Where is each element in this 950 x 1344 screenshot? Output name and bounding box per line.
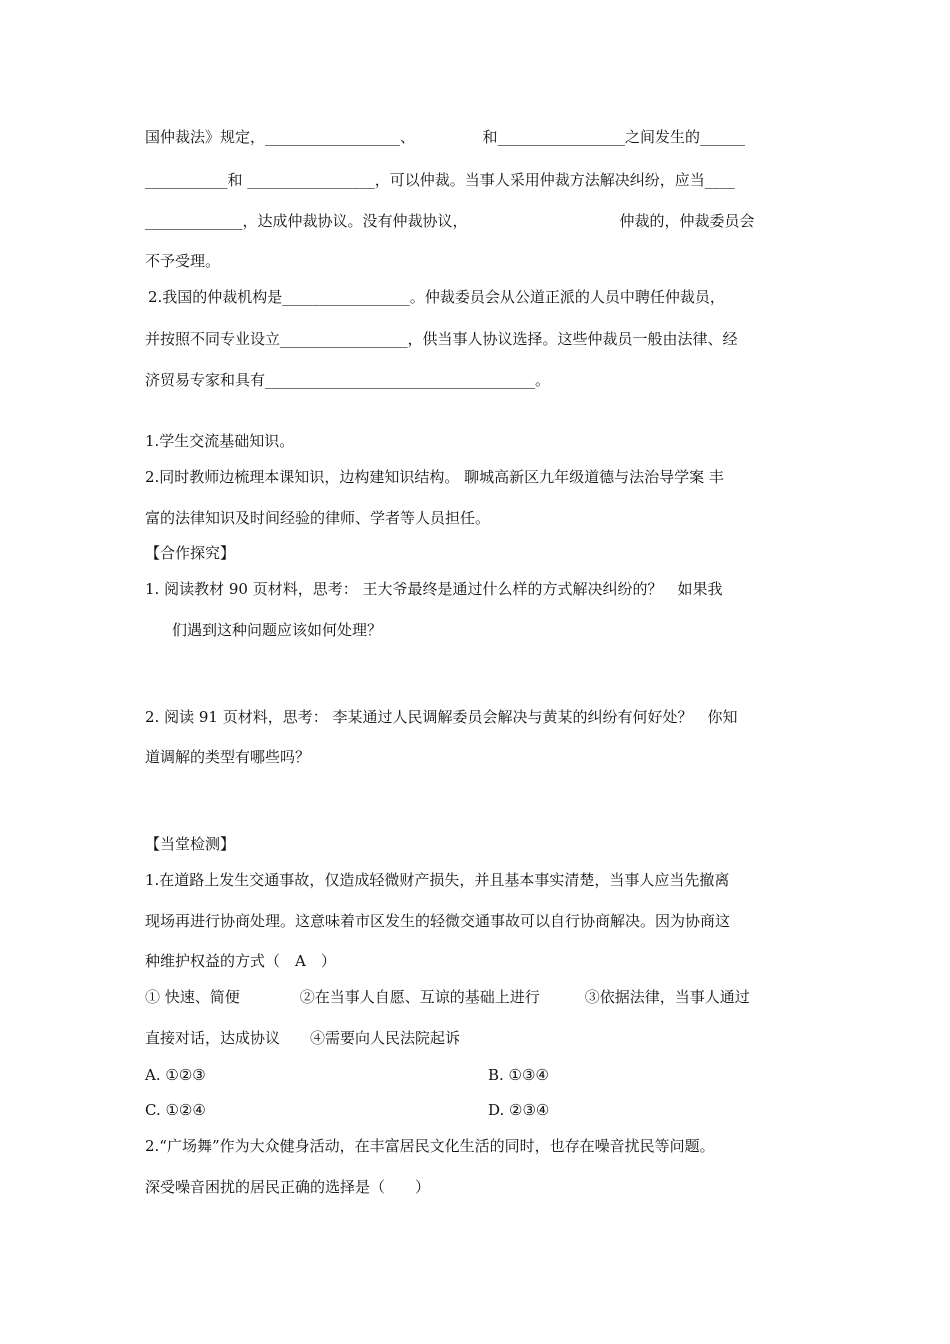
choice-b: B. ①③④ bbox=[488, 1066, 549, 1084]
cooperative-question-1-line-2: 们遇到这种问题应该如何处理？ bbox=[172, 621, 383, 639]
section-heading-cooperative: 【合作探究】 bbox=[145, 544, 236, 562]
test-question-1-choices-row-1 bbox=[145, 1065, 810, 1085]
fill-in-line-7: 济贸易专家和具有____________________________________。 bbox=[145, 371, 551, 389]
fill-in-line-3 bbox=[145, 211, 810, 231]
fill-in-line-4: 不予受理。 bbox=[145, 252, 221, 270]
test-question-2-line-2: 深受噪音困扰的居民正确的选择是（ ） bbox=[145, 1178, 431, 1196]
fill-in-line-3-right: 仲裁的，仲裁委员会 bbox=[619, 212, 755, 230]
fill-in-line-3-left: _____________，达成仲裁协议。没有仲裁协议， bbox=[145, 212, 468, 230]
fill-in-line-1: 国仲裁法》规定，__________________、 和_________________之间发生的______ bbox=[145, 128, 746, 146]
choice-c: C. ①②④ bbox=[145, 1101, 206, 1119]
test-question-1-line-3: 种维护权益的方式（ A ） bbox=[145, 952, 336, 970]
test-question-2-line-1: 2.“广场舞”作为大众健身活动，在丰富居民文化生活的同时，也存在噪音扰民等问题。 bbox=[145, 1137, 715, 1155]
note-2: 2.同时教师边梳理本课知识，边构建知识结构。 聊城高新区九年级道德与法治导学案 丰 bbox=[145, 468, 724, 486]
test-question-1-line-1: 1.在道路上发生交通事故，仅造成轻微财产损失，并且基本事实清楚，当事人应当先撤离 bbox=[145, 871, 730, 889]
test-question-1-choices-row-2 bbox=[145, 1100, 810, 1120]
fill-in-line-5: 2.我国的仲裁机构是_________________。仲裁委员会从公道正派的人员中聘任仲裁员， bbox=[148, 288, 725, 306]
test-question-1-options-line-2: 直接对话，达成协议 ④需要向人民法院起诉 bbox=[145, 1029, 461, 1047]
test-question-1-line-2: 现场再进行协商处理。这意味着市区发生的轻微交通事故可以自行协商解决。因为协商这 bbox=[145, 912, 731, 930]
note-3: 富的法律知识及时间经验的律师、学者等人员担任。 bbox=[145, 509, 491, 527]
fill-in-line-2: ___________和 _________________，可以仲裁。当事人采用仲裁方法解决纠纷，应当____ bbox=[145, 171, 735, 189]
blank-gap bbox=[468, 211, 620, 231]
cooperative-question-2-line-2: 道调解的类型有哪些吗？ bbox=[145, 748, 311, 766]
note-1: 1.学生交流基础知识。 bbox=[145, 432, 295, 450]
choice-d: D. ②③④ bbox=[488, 1101, 550, 1119]
section-heading-test: 【当堂检测】 bbox=[145, 835, 236, 853]
test-question-1-options-line-1: ① 快速、简便 ②在当事人自愿、互谅的基础上进行 ③依据法律，当事人通过 bbox=[145, 988, 750, 1006]
fill-in-line-6: 并按照不同专业设立_________________，供当事人协议选择。这些仲裁员一般由法律、经 bbox=[145, 330, 738, 348]
cooperative-question-1-line-1: 1. 阅读教材 90 页材料，思考： 王大爷最终是通过什么样的方式解决纠纷的？ 如果我 bbox=[145, 580, 723, 598]
choice-a: A. ①②③ bbox=[145, 1066, 206, 1084]
cooperative-question-2-line-1: 2. 阅读 91 页材料，思考： 李某通过人民调解委员会解决与黄某的纠纷有何好处？ 你知 bbox=[145, 708, 738, 726]
